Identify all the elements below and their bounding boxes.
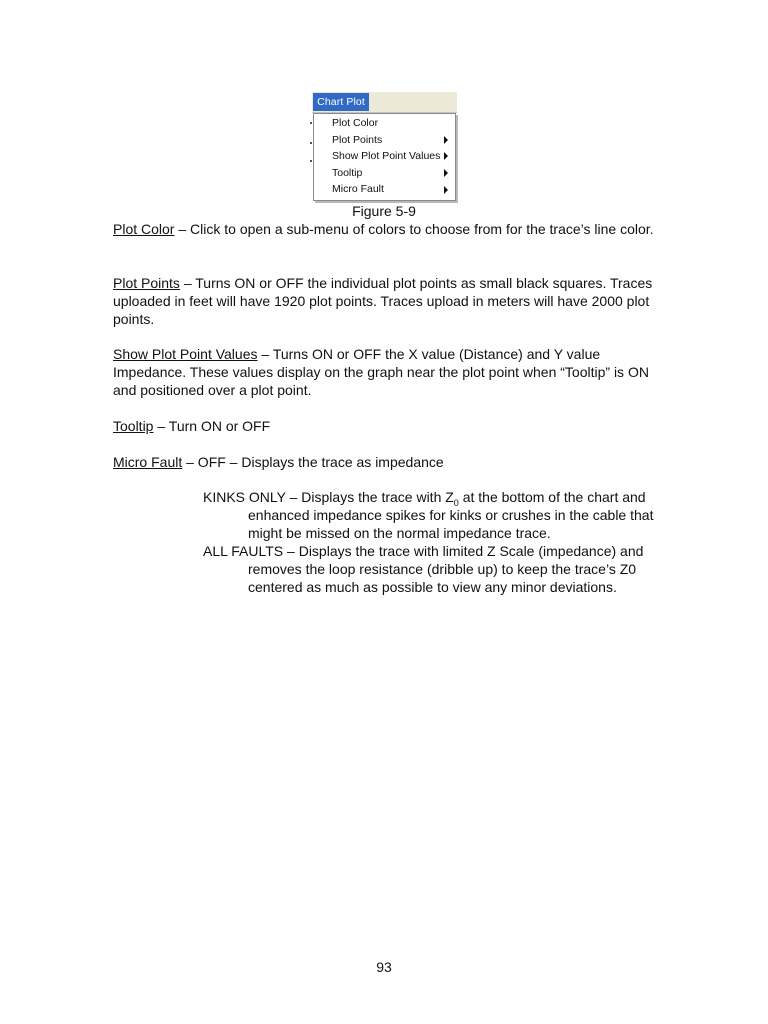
term-plot-color: Plot Color xyxy=(113,221,175,237)
term-tooltip: Tooltip xyxy=(113,418,154,434)
option-all-faults: ALL FAULTS – Displays the trace with limited Z Scale (impedance) and removes the loop resistance (dribble up) to keep the trace’s Z0 centered as much as possible to view any minor deviations. xyxy=(203,543,644,595)
chart-plot-menu-figure xyxy=(312,92,457,203)
paragraph-micro-fault xyxy=(113,453,673,471)
menu-item-label: Tooltip xyxy=(332,166,363,179)
paragraph-plot-color xyxy=(113,220,673,238)
menu-item-label: Plot Color xyxy=(332,117,379,129)
page-number: 93 xyxy=(376,959,392,975)
submenu-arrow-icon xyxy=(444,152,448,160)
micro-fault-options xyxy=(203,488,673,596)
option-kinks-only xyxy=(203,488,673,542)
description-show-plot-point-values: – Turns ON or OFF the X value (Distance) and Y value Impedance. These values display on the graph near the plot point when “Tooltip” is ON and positioned over a plot point. xyxy=(113,346,649,398)
chart-plot-dropdown xyxy=(313,113,456,201)
description-plot-color: – Click to open a sub-menu of colors to choose from for the trace’s line color. xyxy=(174,221,654,237)
edge-mark xyxy=(310,122,312,124)
submenu-arrow-icon xyxy=(444,186,448,194)
menu-item-plot-color[interactable] xyxy=(314,115,455,132)
edge-mark xyxy=(310,160,312,162)
paragraph-tooltip xyxy=(113,417,673,435)
menu-item-micro-fault[interactable] xyxy=(314,181,455,198)
description-tooltip: – Turn ON or OFF xyxy=(153,418,271,434)
chart-plot-menu-title[interactable]: Chart Plot xyxy=(313,93,369,111)
option-kinks-only-head: KINKS ONLY – Displays the trace with Z xyxy=(203,489,454,505)
option-kinks-only-rest: at the bottom of the chart and enhanced impedance spikes for kinks or crushes in the cable that might be missed on the normal impedance trace. xyxy=(248,489,654,541)
paragraph-show-plot-point-values xyxy=(113,345,673,399)
term-show-plot-point-values: Show Plot Point Values xyxy=(113,346,258,362)
submenu-arrow-icon xyxy=(444,136,448,144)
menu-item-label: Plot Points xyxy=(332,133,383,146)
paragraph-plot-points xyxy=(113,274,673,328)
menu-item-label: Micro Fault xyxy=(332,183,384,196)
menu-bar xyxy=(312,92,457,113)
figure-caption: Figure 5-9 xyxy=(352,203,416,219)
description-micro-fault: – OFF – Displays the trace as impedance xyxy=(182,454,444,470)
edge-mark xyxy=(310,142,312,144)
menu-item-label: Show Plot Point Values xyxy=(332,150,441,163)
submenu-arrow-icon xyxy=(444,169,448,177)
term-plot-points: Plot Points xyxy=(113,275,180,291)
menu-item-tooltip[interactable] xyxy=(314,165,455,182)
z-subscript: 0 xyxy=(453,497,459,508)
menu-item-plot-points[interactable] xyxy=(314,132,455,149)
description-plot-points: – Turns ON or OFF the individual plot points as small black squares. Traces uploaded in feet will have 1920 plot points. Traces upload in meters will have 2000 plot points. xyxy=(113,275,653,327)
term-micro-fault: Micro Fault xyxy=(113,454,183,470)
menu-item-show-plot-point-values[interactable] xyxy=(314,148,455,165)
